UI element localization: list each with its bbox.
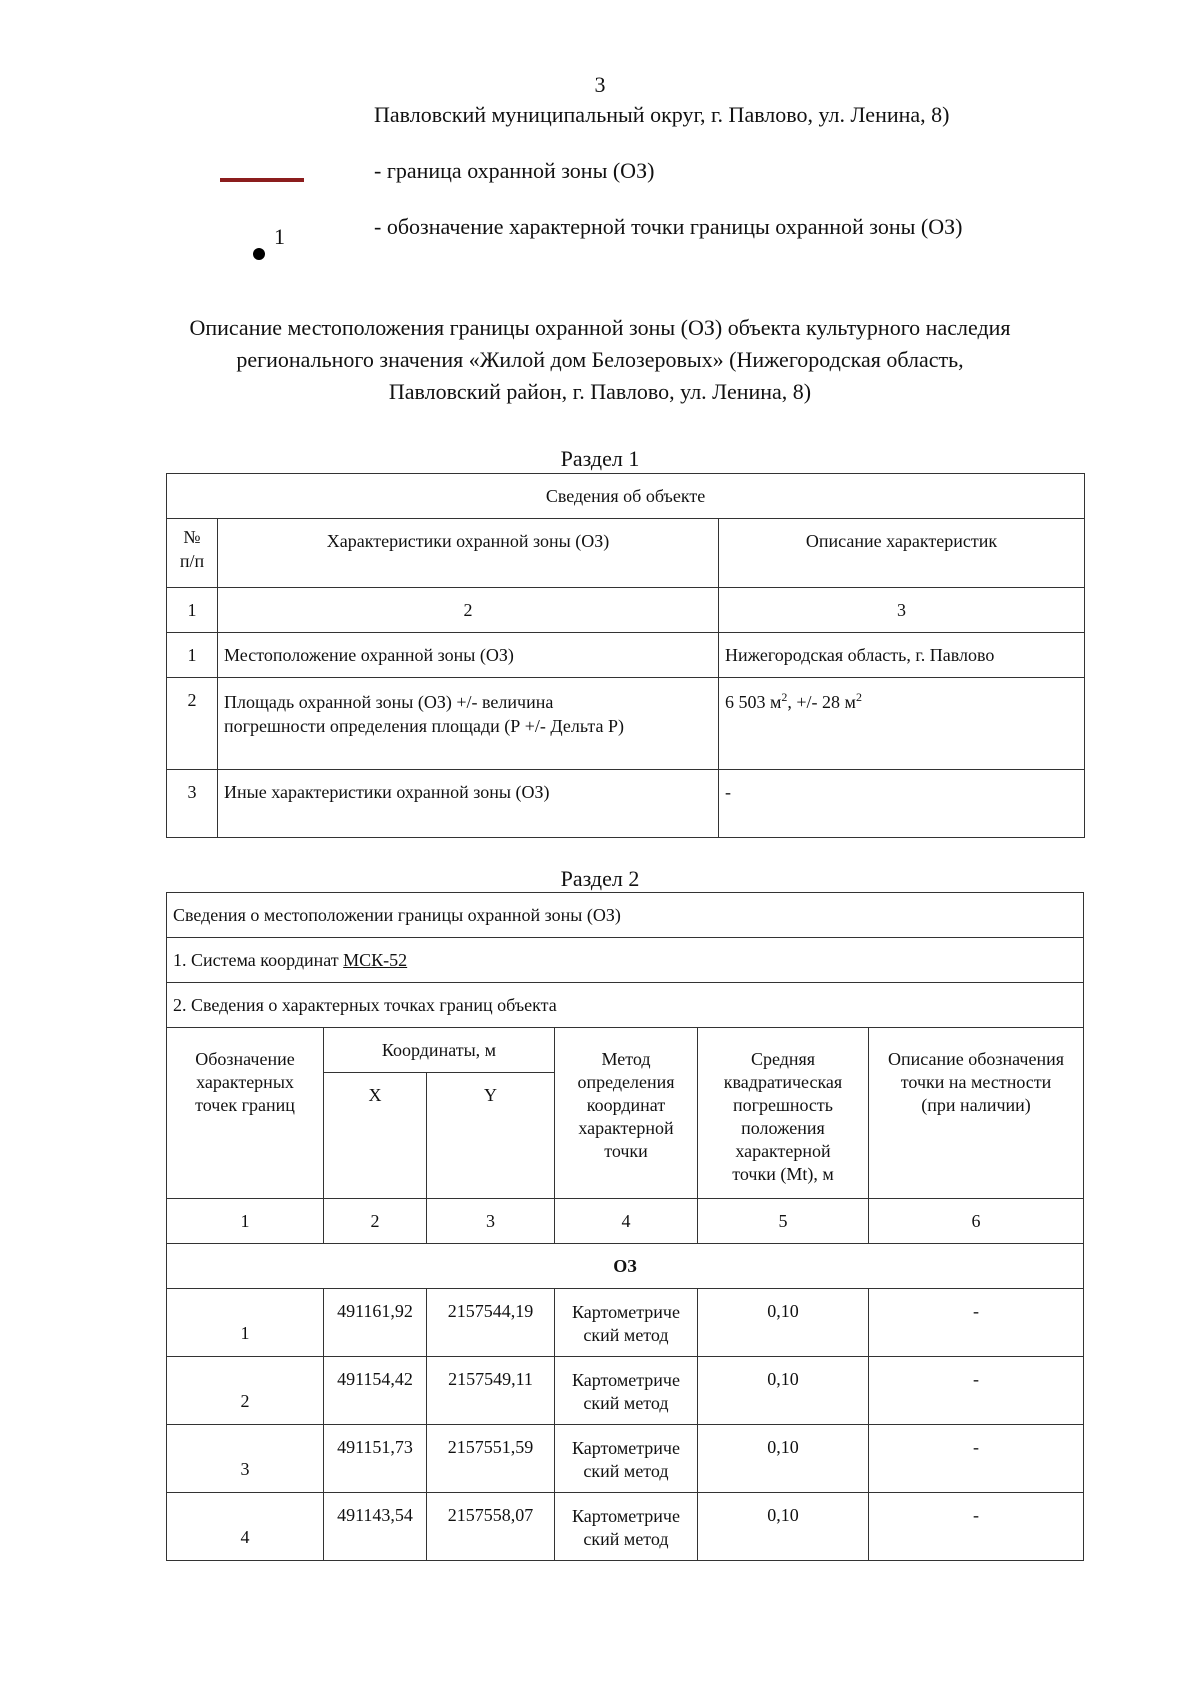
location-description: -	[869, 1425, 1084, 1493]
table-row	[167, 770, 1085, 838]
col-error-line-2: квадратическая	[723, 1072, 843, 1092]
index-cell: 2	[324, 1199, 427, 1244]
col-x-header: X	[324, 1073, 427, 1199]
title-line-3: Павловский район, г. Павлово, ул. Ленина, 8)	[388, 379, 812, 404]
y-coordinate: 2157544,19	[427, 1289, 555, 1357]
y-coordinate: 2157551,59	[427, 1425, 555, 1493]
boundary-location-header: Сведения о местоположении границы охранной зоны (ОЗ)	[167, 893, 1084, 938]
method-line-1: Картометриче	[572, 1506, 680, 1526]
method-cell	[555, 1357, 698, 1425]
boundary-line-symbol	[220, 178, 304, 182]
area-tolerance: , +/- 28 м	[787, 692, 856, 712]
index-cell: 1	[167, 1199, 324, 1244]
index-cell: 3	[427, 1199, 555, 1244]
table-row	[167, 633, 1085, 678]
col-error-line-6: точки (Mt), м	[732, 1164, 834, 1184]
title-line-1: Описание местоположения границы охранной зоны (ОЗ) объекта культурного наследия	[189, 315, 1011, 340]
address-line: Павловский муниципальный округ, г. Павлово, ул. Ленина, 8)	[374, 102, 950, 127]
characteristic-line-1: Площадь охранной зоны (ОЗ) +/- величина	[224, 692, 554, 712]
area-unit-exponent: 2	[781, 690, 788, 704]
col-method-line-2: определения	[577, 1072, 675, 1092]
mt-value: 0,10	[698, 1289, 869, 1357]
col-location-desc-line-3: (при наличии)	[921, 1095, 1031, 1115]
row-number: 3	[167, 770, 218, 838]
coordinate-system-row	[167, 938, 1084, 983]
description-cell: Нижегородская область, г. Павлово	[719, 633, 1085, 678]
col-point-line-2: характерных	[196, 1072, 294, 1092]
method-cell	[555, 1289, 698, 1357]
col-location-desc-line-1: Описание обозначения	[888, 1049, 1065, 1069]
col-y-header: Y	[427, 1073, 555, 1199]
col-number-header	[167, 519, 218, 588]
description-cell: -	[719, 770, 1085, 838]
col-error-line-1: Средняя	[750, 1049, 816, 1069]
table-row	[167, 1289, 1084, 1357]
tolerance-unit-exponent: 2	[855, 690, 862, 704]
x-coordinate: 491143,54	[324, 1493, 427, 1561]
location-description: -	[869, 1493, 1084, 1561]
table-row	[167, 1493, 1084, 1561]
description-cell	[719, 678, 1085, 770]
index-cell: 4	[555, 1199, 698, 1244]
point-marker-number: 1	[274, 224, 285, 249]
col-method-line-5: точки	[604, 1141, 648, 1161]
point-number: 1	[167, 1289, 324, 1357]
col-coordinates-header: Координаты, м	[324, 1028, 555, 1073]
col-method-line-3: координат	[586, 1095, 666, 1115]
location-description: -	[869, 1357, 1084, 1425]
col-location-desc-line-2: точки на местности	[900, 1072, 1052, 1092]
mt-value: 0,10	[698, 1493, 869, 1561]
col-number-line-2: п/п	[179, 551, 205, 571]
method-line-2: ский метод	[583, 1393, 669, 1413]
title-line-2: регионального значения «Жилой дом Белозеровых» (Нижегородская область,	[236, 347, 964, 372]
method-line-2: ский метод	[583, 1461, 669, 1481]
method-line-1: Картометриче	[572, 1370, 680, 1390]
characteristic-cell: Местоположение охранной зоны (ОЗ)	[218, 633, 719, 678]
location-description: -	[869, 1289, 1084, 1357]
page-number: 3	[594, 72, 606, 97]
boundary-location-table	[166, 892, 1084, 1561]
table-row	[167, 678, 1085, 770]
legend-point-label: - обозначение характерной точки границы охранной зоны (ОЗ)	[374, 214, 963, 239]
legend-boundary-label: - граница охранной зоны (ОЗ)	[374, 158, 655, 183]
index-cell: 5	[698, 1199, 869, 1244]
section-2-caption: Раздел 2	[560, 866, 640, 891]
point-number: 4	[167, 1493, 324, 1561]
col-point-header	[167, 1028, 324, 1199]
point-number: 2	[167, 1357, 324, 1425]
mt-value: 0,10	[698, 1425, 869, 1493]
row-number: 1	[167, 633, 218, 678]
characteristic-line-2: погрешности определения площади (Р +/- Дельта Р)	[224, 716, 624, 736]
method-cell	[555, 1425, 698, 1493]
table-row	[167, 1357, 1084, 1425]
method-line-2: ский метод	[583, 1529, 669, 1549]
document-title	[0, 312, 1200, 408]
col-error-line-3: погрешность	[732, 1095, 833, 1115]
method-line-1: Картометриче	[572, 1302, 680, 1322]
area-value: 6 503 м	[725, 692, 782, 712]
table-row	[167, 1425, 1084, 1493]
col-point-line-1: Обозначение	[195, 1049, 295, 1069]
col-error-line-5: характерной	[735, 1141, 831, 1161]
characteristic-cell: Иные характеристики охранной зоны (ОЗ)	[218, 770, 719, 838]
col-number-line-1: №	[183, 527, 201, 547]
point-number: 3	[167, 1425, 324, 1493]
group-label: ОЗ	[167, 1244, 1084, 1289]
index-cell: 2	[218, 588, 719, 633]
mt-value: 0,10	[698, 1357, 869, 1425]
method-line-1: Картометриче	[572, 1438, 680, 1458]
points-info-header: 2. Сведения о характерных точках границ объекта	[167, 983, 1084, 1028]
index-cell: 6	[869, 1199, 1084, 1244]
point-dot-symbol	[253, 248, 265, 260]
coordinate-system-label: 1. Система координат	[173, 949, 344, 970]
object-info-table	[166, 473, 1085, 838]
col-error-line-4: положения	[741, 1118, 825, 1138]
object-info-header: Сведения об объекте	[167, 474, 1085, 519]
method-line-2: ский метод	[583, 1325, 669, 1345]
coordinate-system-value: МСК-52	[343, 949, 408, 970]
col-point-line-3: точек границ	[195, 1095, 295, 1115]
y-coordinate: 2157558,07	[427, 1493, 555, 1561]
col-description-header: Описание характеристик	[719, 519, 1085, 588]
x-coordinate: 491161,92	[324, 1289, 427, 1357]
row-number: 2	[167, 678, 218, 770]
section-1-caption: Раздел 1	[560, 446, 640, 471]
characteristic-cell	[218, 678, 719, 770]
index-cell: 1	[167, 588, 218, 633]
x-coordinate: 491151,73	[324, 1425, 427, 1493]
col-characteristics-header: Характеристики охранной зоны (ОЗ)	[218, 519, 719, 588]
index-cell: 3	[719, 588, 1085, 633]
col-error-header	[698, 1028, 869, 1199]
y-coordinate: 2157549,11	[427, 1357, 555, 1425]
col-method-line-1: Метод	[601, 1049, 651, 1069]
col-location-desc-header	[869, 1028, 1084, 1199]
col-method-header	[555, 1028, 698, 1199]
col-method-line-4: характерной	[578, 1118, 674, 1138]
method-cell	[555, 1493, 698, 1561]
x-coordinate: 491154,42	[324, 1357, 427, 1425]
